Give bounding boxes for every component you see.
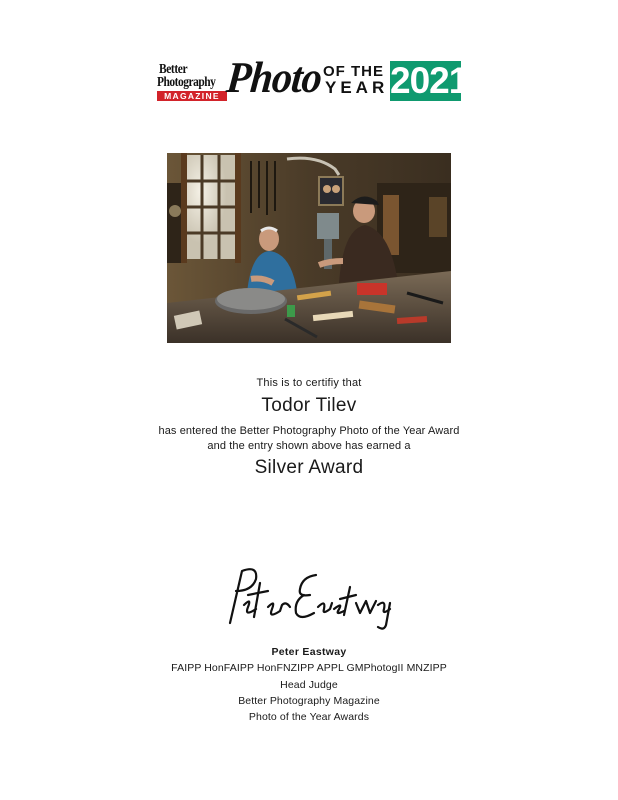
- judge-role: Head Judge: [280, 679, 338, 691]
- photo-of-the-year-logo: [157, 53, 469, 103]
- judge-signature: [218, 561, 400, 631]
- earned-statement: and the entry shown above has earned a: [207, 440, 411, 452]
- logo-year-word: YEAR: [325, 78, 389, 97]
- certify-statement: This is to certifiy that: [256, 377, 362, 389]
- recipient-name: Todor Tilev: [261, 395, 357, 416]
- judge-organization: Better Photography Magazine: [238, 695, 380, 707]
- logo-better: Better: [159, 62, 188, 77]
- logo-magazine-bar: MAGAZINE: [157, 91, 227, 101]
- logo-photo-word: Photo: [224, 53, 324, 102]
- logo-photography: Photography: [157, 75, 216, 90]
- logo-year-badge: 2021: [390, 60, 469, 101]
- judge-name: Peter Eastway: [271, 646, 347, 658]
- judge-credentials: FAIPP HonFAIPP HonFNZIPP APPL GMPhotogII MNZIPP: [171, 662, 447, 674]
- awards-program: Photo of the Year Awards: [248, 711, 370, 723]
- entry-statement: has entered the Better Photography Photo of the Year Award: [158, 425, 460, 437]
- logo-of-the: OF THE: [323, 63, 384, 80]
- award-level: Silver Award: [254, 457, 364, 478]
- entry-photograph: [167, 153, 451, 343]
- better-photography-magazine-logo: [157, 63, 227, 103]
- workshop-photo-image: [167, 153, 451, 343]
